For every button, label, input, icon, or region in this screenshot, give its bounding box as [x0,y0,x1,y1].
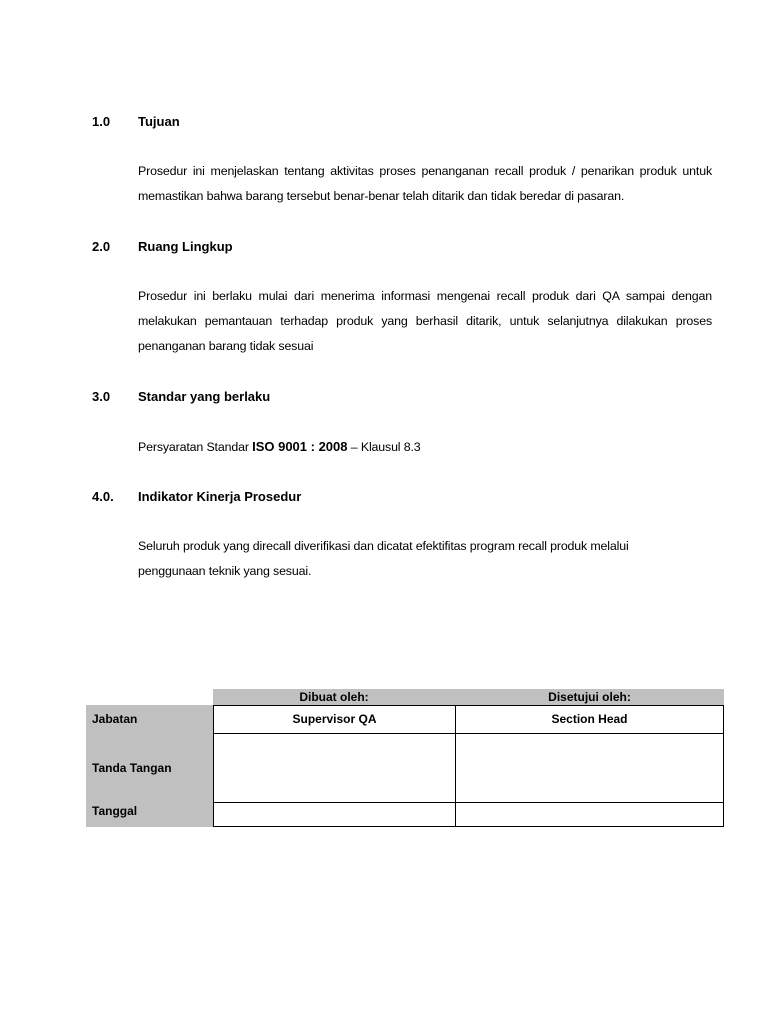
section-number: 2.0 [92,239,111,254]
section-title: Indikator Kinerja Prosedur [138,489,302,504]
section-number: 3.0 [92,389,111,404]
section-number: 4.0. [92,489,114,504]
header-disetujui-oleh: Disetujui oleh: [548,690,631,704]
section-title: Standar yang berlaku [138,389,271,404]
section-heading-tujuan [92,114,180,129]
cell-tanda-tangan-disetujui[interactable] [455,733,724,803]
row-label-jabatan: Jabatan [92,712,138,726]
row-label-tanggal: Tanggal [92,804,138,818]
row-label-column [86,705,213,827]
standard-suffix: – Klausul 8.3 [347,440,421,454]
standard-prefix: Persyaratan Standar [138,440,253,454]
section-heading-ruang-lingkup [92,239,233,254]
section-title: Tujuan [138,114,180,129]
header-dibuat-oleh: Dibuat oleh: [299,690,369,704]
iso-standard: ISO 9001 : 2008 [252,439,348,454]
cell-tanggal-dibuat[interactable] [213,802,456,827]
paragraph-line: melakukan pemantauan terhadap produk yang berhasil ditarik, untuk selanjutnya dilakukan proses [138,314,712,328]
paragraph-line: Prosedur ini menjelaskan tentang aktivitas proses penanganan recall produk / penarikan produk untuk [138,164,712,178]
paragraph-ruang-lingkup [138,284,712,359]
paragraph-line: Prosedur ini berlaku mulai dari menerima informasi mengenai recall produk dari QA sampai dengan [138,289,712,303]
paragraph-line: penanganan barang tidak sesuai [138,339,314,353]
cell-tanggal-disetujui[interactable] [455,802,724,827]
jabatan-section-head: Section Head [551,712,628,726]
approval-header-row [213,689,724,705]
cell-tanda-tangan-dibuat[interactable] [213,733,456,803]
cell-jabatan-dibuat [213,705,456,734]
jabatan-supervisor-qa: Supervisor QA [292,712,377,726]
section-number: 1.0 [92,114,111,129]
paragraph-line: memastikan bahwa barang tersebut benar-benar telah ditarik dan tidak beredar di pasaran. [138,189,625,203]
standard-line [138,434,712,460]
paragraph-standar [138,434,712,460]
paragraph-line: Seluruh produk yang direcall diverifikasi dan dicatat efektifitas program recall produk melalui [138,539,629,553]
cell-jabatan-disetujui [455,705,724,734]
paragraph-indikator [138,534,712,584]
approval-grid [213,705,724,827]
row-label-tanda-tangan: Tanda Tangan [92,761,172,775]
section-heading-standar [92,389,270,404]
section-title: Ruang Lingkup [138,239,233,254]
paragraph-line: penggunaan teknik yang sesuai. [138,564,312,578]
paragraph-tujuan [138,159,712,209]
section-heading-indikator [92,489,301,504]
